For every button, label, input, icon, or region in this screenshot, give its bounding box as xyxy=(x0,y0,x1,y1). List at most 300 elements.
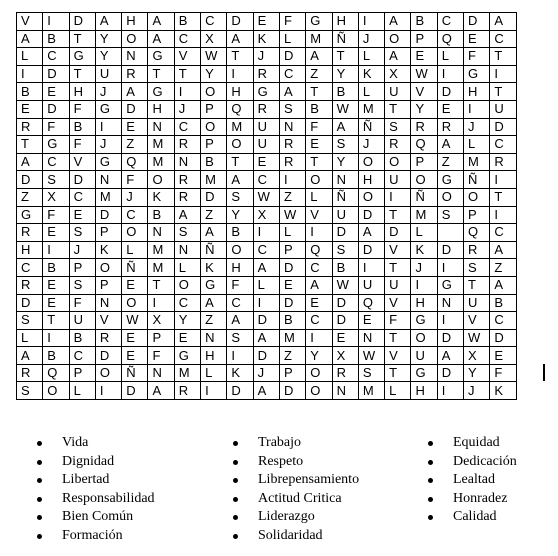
grid-letter: I xyxy=(468,101,472,117)
grid-cell xyxy=(490,136,516,154)
grid-letter: U xyxy=(362,277,373,293)
grid-cell xyxy=(122,276,148,294)
grid-letter: C xyxy=(310,259,320,275)
grid-letter: T xyxy=(231,154,240,170)
grid-letter: A xyxy=(283,83,293,99)
grid-letter: X xyxy=(468,347,477,363)
grid-letter: N xyxy=(178,242,189,258)
grid-cell xyxy=(332,347,358,365)
grid-cell xyxy=(411,100,437,118)
grid-letter: V xyxy=(468,312,477,328)
grid-letter: E xyxy=(283,277,293,293)
grid-letter: L xyxy=(310,189,318,205)
grid-cell xyxy=(17,294,43,312)
grid-letter: T xyxy=(389,365,398,381)
grid-letter: M xyxy=(468,154,479,170)
grid-letter: G xyxy=(441,171,452,187)
grid-cell xyxy=(95,312,121,330)
grid-cell xyxy=(464,188,490,206)
word-label: Equidad xyxy=(453,435,500,450)
grid-letter: G xyxy=(178,347,189,363)
grid-letter: I xyxy=(494,66,498,82)
grid-letter: R xyxy=(283,154,294,170)
grid-cell xyxy=(201,347,227,365)
grid-cell xyxy=(411,136,437,154)
grid-letter xyxy=(438,224,442,239)
grid-cell xyxy=(201,241,227,259)
grid-letter: N xyxy=(362,329,373,345)
grid-letter: Ñ xyxy=(336,189,346,205)
grid-cell xyxy=(279,171,305,189)
grid-cell xyxy=(174,83,200,101)
grid-letter: R xyxy=(21,277,31,293)
grid-letter: P xyxy=(283,242,293,258)
grid-letter: Ñ xyxy=(468,171,478,187)
grid-cell xyxy=(122,48,148,66)
grid-letter: I xyxy=(231,347,235,363)
word-list-item xyxy=(428,490,517,509)
grid-cell xyxy=(385,83,411,101)
grid-row xyxy=(17,312,517,330)
grid-letter: N xyxy=(152,365,162,381)
grid-letter: S xyxy=(231,189,241,205)
grid-letter: Ñ xyxy=(126,259,136,275)
grid-cell xyxy=(95,171,121,189)
grid-cell xyxy=(385,118,411,136)
grid-cell xyxy=(490,347,516,365)
grid-letter: G xyxy=(415,365,426,381)
grid-letter: D xyxy=(99,206,110,222)
grid-letter: B xyxy=(336,83,346,99)
grid-letter: O xyxy=(231,136,242,152)
grid-letter: D xyxy=(257,347,268,363)
grid-letter: Ñ xyxy=(205,242,215,258)
grid-letter: A xyxy=(362,224,372,240)
grid-letter: S xyxy=(441,206,451,222)
grid-cell xyxy=(43,294,69,312)
grid-letter: Q xyxy=(415,136,426,152)
grid-cell xyxy=(95,65,121,83)
grid-letter: J xyxy=(99,136,107,152)
grid-cell xyxy=(43,48,69,66)
grid-cell xyxy=(148,100,174,118)
grid-letter: E xyxy=(178,329,188,345)
grid-letter: D xyxy=(362,206,373,222)
grid-letter: T xyxy=(21,136,29,152)
grid-letter: M xyxy=(231,118,243,134)
grid-cell xyxy=(437,347,463,365)
grid-cell xyxy=(253,382,279,400)
grid-cell xyxy=(411,30,437,48)
grid-letter: K xyxy=(257,30,267,46)
grid-letter: J xyxy=(468,118,475,134)
grid-cell xyxy=(253,241,279,259)
grid-cell xyxy=(411,364,437,382)
grid-letter: R xyxy=(21,118,31,134)
bullet-icon xyxy=(233,478,238,483)
grid-cell xyxy=(332,30,358,48)
grid-letter: J xyxy=(468,382,475,398)
grid-letter: I xyxy=(21,66,25,82)
grid-cell xyxy=(332,206,358,224)
grid-cell xyxy=(17,136,43,154)
grid-letter: G xyxy=(415,312,426,328)
grid-cell xyxy=(490,241,516,259)
grid-cell xyxy=(358,118,384,136)
bullet-icon xyxy=(428,441,433,446)
grid-cell xyxy=(174,259,200,277)
grid-cell xyxy=(69,188,95,206)
grid-cell xyxy=(201,83,227,101)
grid-cell xyxy=(174,171,200,189)
grid-cell xyxy=(306,13,332,31)
grid-cell xyxy=(253,364,279,382)
grid-letter: I xyxy=(257,294,262,310)
grid-letter: H xyxy=(126,13,136,29)
grid-cell xyxy=(174,65,200,83)
grid-cell xyxy=(43,364,69,382)
grid-letter: D xyxy=(99,347,110,363)
grid-cell xyxy=(464,294,490,312)
grid-cell xyxy=(437,224,463,242)
grid-cell xyxy=(358,100,384,118)
grid-letter: H xyxy=(73,83,83,99)
grid-cell xyxy=(253,30,279,48)
grid-letter: D xyxy=(494,329,504,345)
grid-cell xyxy=(411,224,437,242)
word-label: Formación xyxy=(62,527,123,543)
grid-letter: E xyxy=(362,312,372,328)
grid-letter: O xyxy=(126,30,137,46)
grid-cell xyxy=(437,188,463,206)
grid-cell xyxy=(306,382,332,400)
grid-cell xyxy=(332,171,358,189)
grid-row xyxy=(17,276,517,294)
grid-letter: X xyxy=(205,30,214,46)
grid-letter: R xyxy=(441,118,452,134)
grid-letter: C xyxy=(310,312,320,328)
grid-letter: I xyxy=(310,224,314,240)
grid-cell xyxy=(174,188,200,206)
grid-cell xyxy=(490,294,516,312)
grid-letter: V xyxy=(310,206,319,222)
grid-cell xyxy=(437,13,463,31)
grid-row xyxy=(17,259,517,277)
grid-cell xyxy=(43,100,69,118)
grid-cell xyxy=(332,329,358,347)
grid-cell xyxy=(385,364,411,382)
grid-cell xyxy=(174,364,200,382)
grid-letter: A xyxy=(310,277,319,293)
grid-letter: B xyxy=(310,101,319,117)
grid-letter: O xyxy=(362,189,373,205)
word-label: Bien Común xyxy=(62,509,134,525)
grid-cell xyxy=(69,118,95,136)
grid-cell xyxy=(385,13,411,31)
grid-letter: D xyxy=(468,13,478,29)
grid-cell xyxy=(279,276,305,294)
grid-letter: L xyxy=(415,224,423,240)
grid-cell xyxy=(201,13,227,31)
grid-letter: P xyxy=(99,224,109,240)
grid-letter: X xyxy=(152,312,162,328)
grid-cell xyxy=(490,188,516,206)
grid-letter: O xyxy=(126,224,137,240)
grid-cell xyxy=(69,13,95,31)
grid-letter: D xyxy=(283,382,294,398)
grid-cell xyxy=(17,30,43,48)
grid-letter: L xyxy=(178,259,187,275)
grid-letter: T xyxy=(468,277,476,293)
grid-row xyxy=(17,241,517,259)
grid-cell xyxy=(411,241,437,259)
grid-cell xyxy=(17,65,43,83)
grid-letter: O xyxy=(205,118,216,134)
grid-letter: C xyxy=(47,154,57,170)
grid-letter: N xyxy=(99,171,110,187)
grid-cell xyxy=(464,347,490,365)
grid-letter: X xyxy=(257,206,267,222)
grid-cell xyxy=(437,30,463,48)
bullet-icon xyxy=(37,534,42,539)
grid-cell xyxy=(122,136,148,154)
grid-cell xyxy=(332,153,358,171)
grid-cell xyxy=(122,83,148,101)
grid-letter: I xyxy=(441,312,446,328)
grid-letter: I xyxy=(389,189,393,205)
grid-row xyxy=(17,294,517,312)
grid-cell xyxy=(306,276,332,294)
grid-cell xyxy=(43,241,69,259)
grid-cell xyxy=(148,364,174,382)
grid-cell xyxy=(437,206,463,224)
grid-cell xyxy=(69,329,95,347)
grid-letter: I xyxy=(99,382,104,398)
grid-letter: H xyxy=(231,259,241,275)
word-list-item xyxy=(233,453,359,472)
grid-letter: E xyxy=(336,329,346,345)
grid-letter: D xyxy=(73,13,83,29)
grid-letter: A xyxy=(126,83,135,99)
grid-letter: R xyxy=(178,382,189,398)
grid-letter: R xyxy=(126,66,136,82)
grid-cell xyxy=(201,224,227,242)
grid-letter: K xyxy=(99,242,109,258)
grid-cell xyxy=(332,241,358,259)
grid-cell xyxy=(201,364,227,382)
grid-cell xyxy=(17,188,43,206)
grid-letter: S xyxy=(336,136,346,152)
grid-cell xyxy=(279,30,305,48)
grid-cell xyxy=(69,241,95,259)
grid-cell xyxy=(69,48,95,66)
grid-cell xyxy=(17,153,43,171)
grid-letter: T xyxy=(389,101,398,117)
bullet-icon xyxy=(428,497,433,502)
grid-letter: N xyxy=(152,224,162,240)
grid-letter: O xyxy=(99,365,111,381)
grid-cell xyxy=(122,100,148,118)
grid-cell xyxy=(253,188,279,206)
grid-cell xyxy=(201,136,227,154)
word-list-item xyxy=(37,508,155,527)
grid-cell xyxy=(201,100,227,118)
grid-cell xyxy=(43,259,69,277)
grid-letter: R xyxy=(21,365,31,381)
grid-letter: Q xyxy=(310,242,321,258)
grid-letter: V xyxy=(73,154,83,170)
grid-cell xyxy=(253,224,279,242)
grid-letter: H xyxy=(21,242,31,258)
grid-letter: I xyxy=(231,66,235,82)
grid-cell xyxy=(69,83,95,101)
grid-cell xyxy=(385,100,411,118)
grid-cell xyxy=(148,118,174,136)
bullet-icon xyxy=(233,460,238,465)
word-label: Dignidad xyxy=(62,453,115,469)
grid-cell xyxy=(227,347,253,365)
grid-cell xyxy=(464,312,490,330)
grid-letter: R xyxy=(257,101,268,117)
grid-letter: P xyxy=(415,154,425,170)
grid-cell xyxy=(227,382,253,400)
grid-cell xyxy=(411,153,437,171)
grid-cell xyxy=(148,48,174,66)
grid-cell xyxy=(306,206,332,224)
bullet-icon xyxy=(37,515,42,520)
grid-letter: U xyxy=(389,83,399,99)
grid-letter: C xyxy=(494,312,504,328)
grid-cell xyxy=(437,136,463,154)
grid-cell xyxy=(253,259,279,277)
grid-cell xyxy=(464,364,490,382)
grid-letter: E xyxy=(257,13,267,29)
grid-cell xyxy=(69,364,95,382)
grid-cell xyxy=(464,206,490,224)
grid-cell xyxy=(122,30,148,48)
grid-cell xyxy=(17,100,43,118)
grid-letter: B xyxy=(494,294,504,310)
grid-cell xyxy=(464,276,490,294)
grid-cell xyxy=(358,382,384,400)
bullet-icon xyxy=(233,441,238,446)
grid-letter: G xyxy=(310,13,321,29)
grid-letter: A xyxy=(441,136,451,152)
grid-letter: N xyxy=(99,294,110,310)
grid-letter: O xyxy=(99,259,111,275)
grid-cell xyxy=(358,65,384,83)
grid-row xyxy=(17,65,517,83)
grid-letter: D xyxy=(336,224,346,240)
grid-letter: E xyxy=(126,118,135,134)
grid-letter: D xyxy=(231,13,241,29)
grid-letter: R xyxy=(415,118,425,134)
grid-cell xyxy=(43,224,69,242)
grid-cell xyxy=(490,83,516,101)
grid-letter: W xyxy=(257,189,270,205)
grid-cell xyxy=(43,30,69,48)
grid-cell xyxy=(174,329,200,347)
grid-cell xyxy=(464,153,490,171)
grid-letter: L xyxy=(283,224,292,240)
word-list-item xyxy=(428,471,517,490)
grid-cell xyxy=(306,241,332,259)
grid-letter: H xyxy=(336,13,346,29)
grid-letter: G xyxy=(21,206,32,222)
grid-letter: P xyxy=(283,365,293,381)
grid-letter: N xyxy=(336,382,346,398)
word-list-column-1 xyxy=(37,434,155,546)
grid-letter: C xyxy=(73,189,83,205)
grid-letter: A xyxy=(310,48,319,64)
grid-cell xyxy=(490,276,516,294)
grid-letter: Q xyxy=(47,365,58,381)
grid-letter: O xyxy=(468,189,479,205)
grid-letter: E xyxy=(415,48,425,64)
grid-cell xyxy=(306,312,332,330)
grid-cell xyxy=(358,259,384,277)
grid-letter: I xyxy=(415,277,420,293)
grid-letter: I xyxy=(283,171,288,187)
grid-letter: B xyxy=(21,83,30,99)
grid-cell xyxy=(69,224,95,242)
grid-cell xyxy=(385,259,411,277)
grid-letter: D xyxy=(283,259,294,275)
grid-cell xyxy=(43,206,69,224)
bullet-icon xyxy=(233,534,238,539)
grid-row xyxy=(17,83,517,101)
grid-cell xyxy=(411,171,437,189)
grid-cell xyxy=(332,312,358,330)
grid-letter: C xyxy=(21,259,31,275)
grid-letter: E xyxy=(73,206,83,222)
grid-letter: D xyxy=(126,101,136,117)
grid-cell xyxy=(464,136,490,154)
grid-cell xyxy=(174,347,200,365)
grid-cell xyxy=(43,188,69,206)
grid-cell xyxy=(17,382,43,400)
grid-letter: R xyxy=(99,329,110,345)
grid-cell xyxy=(227,259,253,277)
grid-cell xyxy=(148,241,174,259)
grid-letter: R xyxy=(494,154,504,170)
grid-cell xyxy=(43,329,69,347)
word-list-item xyxy=(233,490,359,509)
grid-letter: B xyxy=(205,154,214,170)
grid-letter: W xyxy=(336,277,349,293)
grid-cell xyxy=(17,347,43,365)
grid-letter: F xyxy=(73,294,82,310)
grid-cell xyxy=(279,48,305,66)
grid-cell xyxy=(122,13,148,31)
grid-cell xyxy=(227,83,253,101)
grid-letter: B xyxy=(47,30,56,46)
grid-letter: I xyxy=(494,206,498,222)
grid-cell xyxy=(279,382,305,400)
grid-letter: Z xyxy=(126,136,135,152)
grid-cell xyxy=(148,329,174,347)
grid-letter: I xyxy=(47,242,51,258)
grid-row xyxy=(17,153,517,171)
grid-cell xyxy=(332,259,358,277)
grid-letter: R xyxy=(21,224,31,240)
grid-letter: Y xyxy=(468,365,477,381)
grid-cell xyxy=(148,312,174,330)
grid-cell xyxy=(358,312,384,330)
grid-letter: L xyxy=(389,382,397,398)
grid-cell xyxy=(95,276,121,294)
grid-cell xyxy=(279,118,305,136)
